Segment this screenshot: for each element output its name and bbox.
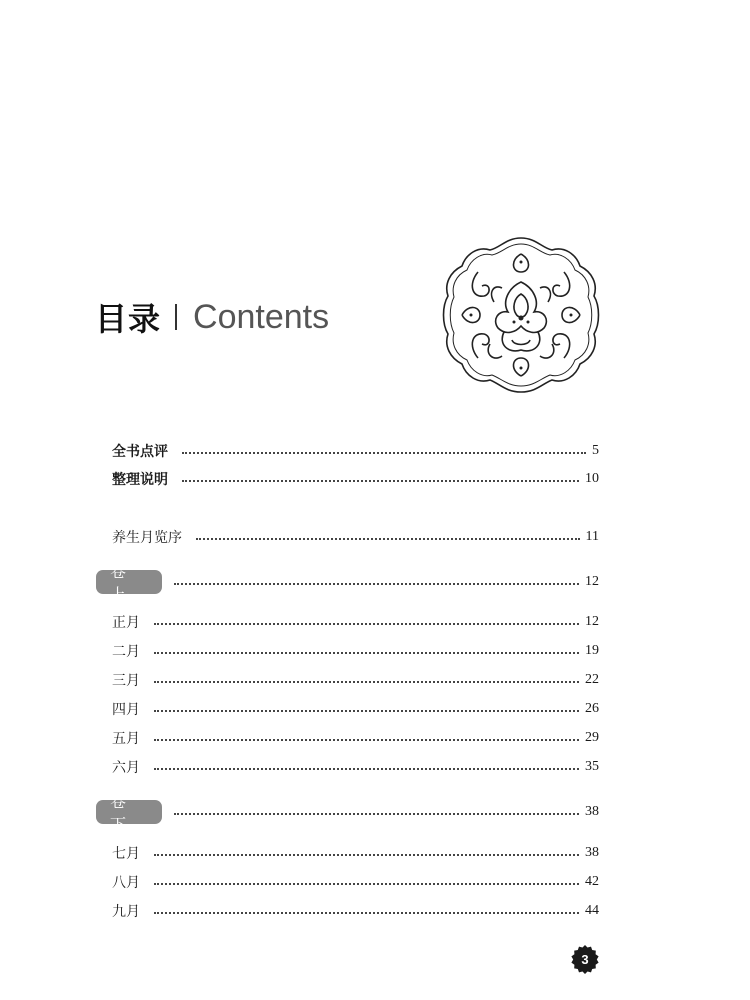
toc-entry-page: 42 (585, 874, 599, 889)
toc-volume-2[interactable] (96, 792, 599, 834)
dot-leader (154, 883, 579, 885)
page-number-badge (570, 944, 600, 974)
toc-entry-page: 12 (585, 574, 599, 589)
toc-entry-title: 养生月览序 (112, 530, 182, 546)
toc-volume-1[interactable] (96, 562, 599, 604)
dot-leader (154, 768, 579, 770)
toc-entry-title: 五月 (112, 731, 140, 747)
toc-entry-page: 11 (585, 529, 599, 544)
heading-english: Contents (193, 297, 330, 336)
dot-leader (154, 739, 579, 741)
toc-entry[interactable] (112, 727, 599, 749)
toc-entry-title: 整理说明 (112, 472, 168, 488)
toc-entry-page: 12 (585, 614, 599, 629)
toc-entry[interactable] (112, 756, 599, 778)
dot-leader (196, 538, 580, 540)
toc-entry-page: 5 (592, 443, 599, 458)
toc-entry-title: 九月 (112, 904, 140, 920)
toc-entry[interactable] (112, 640, 599, 662)
toc-entry-title: 八月 (112, 875, 140, 891)
page-number: 3 (581, 951, 589, 967)
toc-entry-title: 二月 (112, 644, 140, 660)
toc-entry-page: 22 (585, 672, 599, 687)
toc-entry-title: 全书点评 (112, 444, 168, 460)
toc-entry[interactable] (112, 611, 599, 633)
toc-entry-page: 38 (585, 804, 599, 819)
toc-entry-title: 三月 (112, 673, 140, 689)
toc-entry-page: 26 (585, 701, 599, 716)
dot-leader (154, 681, 579, 683)
toc-entry[interactable] (112, 468, 599, 490)
toc-entry-title: 六月 (112, 760, 140, 776)
toc-entry-title: 正月 (112, 615, 140, 631)
toc-entry-title: 四月 (112, 702, 140, 718)
toc-entry-title: 七月 (112, 846, 140, 862)
toc-entry-page: 44 (585, 903, 599, 918)
toc-entry[interactable] (112, 698, 599, 720)
dot-leader (154, 854, 579, 856)
toc-entry[interactable] (112, 871, 599, 893)
toc-entry-page: 38 (585, 845, 599, 860)
dot-leader (154, 623, 579, 625)
toc-entry-preface[interactable] (112, 526, 599, 548)
toc-entry[interactable] (112, 440, 599, 462)
dot-leader (154, 652, 579, 654)
toc-entry-page: 10 (585, 471, 599, 486)
volume-tag: 卷上 (96, 570, 162, 594)
dot-leader (154, 710, 579, 712)
toc-entry-page: 29 (585, 730, 599, 745)
toc-entry[interactable] (112, 900, 599, 922)
dot-leader (182, 452, 586, 454)
toc-entry[interactable] (112, 842, 599, 864)
volume-tag: 卷下 (96, 800, 162, 824)
toc-entry-page: 35 (585, 759, 599, 774)
dot-leader (174, 813, 579, 815)
dot-leader (154, 912, 579, 914)
toc-entry-page: 19 (585, 643, 599, 658)
dot-leader (182, 480, 579, 482)
dot-leader (174, 583, 579, 585)
toc-entry[interactable] (112, 669, 599, 691)
heading-chinese: 目录 (95, 300, 162, 338)
